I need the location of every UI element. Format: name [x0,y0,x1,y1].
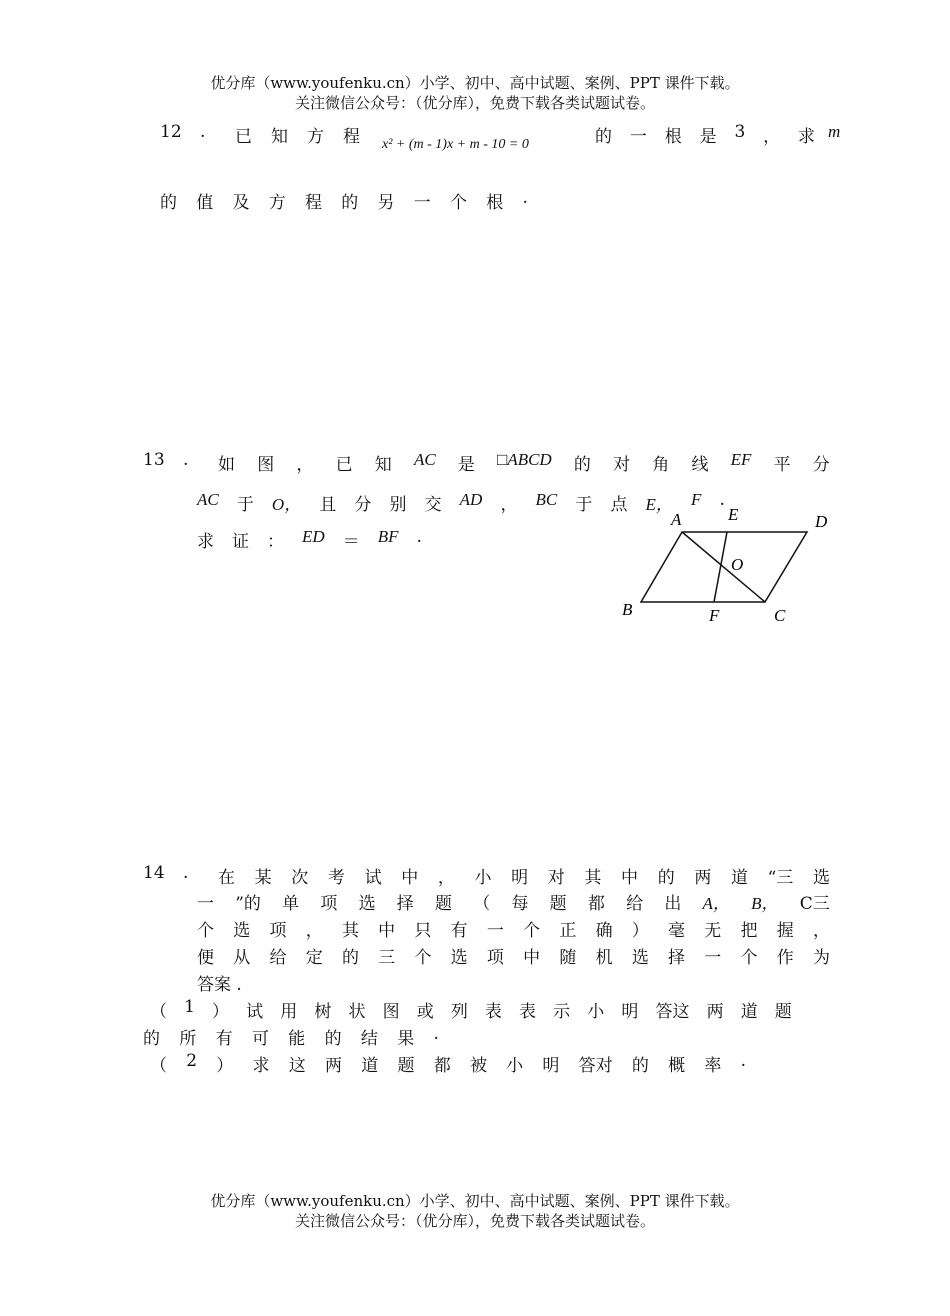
q12-number: 12 [160,122,182,142]
q14-number: 14 [143,863,165,883]
diagonal-ac [682,532,765,602]
q14-line-3: 个 选 项 ， 其 中 只 有 一 个 正 确 ） 毫 无 把 握 ， [197,921,830,941]
label-b: B [622,600,633,619]
parallelogram-figure [610,500,840,630]
label-o: O [731,555,744,574]
q12-variable-m: m [828,122,841,141]
q14-part-2: （ 2 ） 求 这 两 道 题 都 被 小 明 答对 的 概 率 . [150,1051,746,1076]
q13-line-2: AC 于 O， 且 分 别 交 AD ， BC 于 点 E， F . [197,490,725,515]
q13-dot: . [183,450,189,470]
q14-part-1-line-1: （ 1 ） 试 用 树 状 图 或 列 表 表 示 小 明 答这 两 道 题 [150,997,792,1022]
q12-text-a: 已 知 方 程 [235,127,360,147]
label-d: D [815,512,828,531]
q14-line-2: 一 ”的 单 项 选 择 题 （ 每 题 都 给 出 A， B， C三 [197,894,830,914]
segment-ef [714,532,727,602]
label-e: E [728,505,739,524]
label-a: A [671,510,682,529]
q14-line-5: 答案 . [197,975,242,995]
q13-number: 13 [143,450,165,470]
label-c: C [774,606,786,625]
q14-dot: . [183,863,189,883]
page-header-line-1: 优分库（www.youfenku.cn）小学、初中、高中试题、案例、PPT 课件下载。 [210,74,740,92]
page-footer-line-2: 关注微信公众号：（优分库），免费下载各类试题试卷。 [294,1212,655,1230]
q12-line-2: 的 值 及 方 程 的 另 一 个 根 . [160,188,528,213]
page-footer-line-1: 优分库（www.youfenku.cn）小学、初中、高中试题、案例、PPT 课件下载。 [210,1192,740,1210]
q13-line-1: 如 图 ， 已 知 AC 是 □ABCD 的 对 角 线 EF 平 分 [218,450,830,475]
label-f: F [709,606,720,625]
q14-line-1: 在 某 次 考 试 中 ， 小 明 对 其 中 的 两 道 “三 选 [218,868,830,888]
page-header-line-2: 关注微信公众号：（优分库），免费下载各类试题试卷。 [294,94,655,112]
q14-line-4: 便 从 给 定 的 三 个 选 项 中 随 机 选 择 一 个 作 为 [197,948,830,968]
q14-part-1-line-2: 的 所 有 可 能 的 结 果 . [143,1024,439,1049]
q12-text-b: 的 一 根 是 3 ， 求 [595,122,815,147]
q13-line-3: 求 证 ： ED ＝ BF . [197,527,422,552]
q12-equation: x² + (m - 1)x + m - 10 = 0 [382,137,529,152]
q12-dot: . [200,122,206,142]
